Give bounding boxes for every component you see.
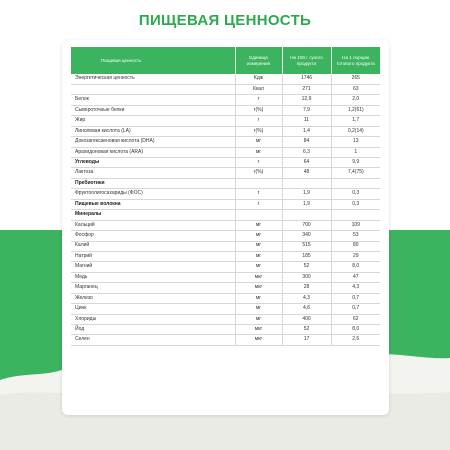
header-unit: Единица измерения <box>235 47 282 74</box>
cell-nutrient: Энергетическая ценность <box>71 74 235 84</box>
cell-per-100g: 52 <box>282 325 331 335</box>
table-row <box>71 231 380 241</box>
cell-per-portion: 0,7 <box>331 304 380 314</box>
cell-unit: г(%) <box>235 168 282 178</box>
table-row <box>71 178 380 188</box>
cell-unit: мкг <box>235 325 282 335</box>
cell-per-portion: 53 <box>331 231 380 241</box>
cell-per-100g: 340 <box>282 231 331 241</box>
cell-nutrient: Углеводы <box>71 158 235 168</box>
nutrition-table <box>71 47 380 346</box>
table-row <box>71 189 380 199</box>
cell-nutrient: Марганец <box>71 283 235 293</box>
table-row <box>71 293 380 303</box>
table-row <box>71 105 380 115</box>
cell-nutrient: Медь <box>71 272 235 282</box>
table-row <box>71 283 380 293</box>
cell-per-100g: 300 <box>282 272 331 282</box>
cell-unit: мкг <box>235 272 282 282</box>
cell-unit: мг <box>235 262 282 272</box>
cell-per-portion: 29 <box>331 251 380 261</box>
cell-per-100g: 84 <box>282 137 331 147</box>
header-per-100g: На 100 г сухого продукта <box>282 47 331 74</box>
table-row <box>71 95 380 105</box>
cell-unit: мг <box>235 137 282 147</box>
header-nutrient: Пищевая ценность <box>71 47 235 74</box>
cell-per-portion: 62 <box>331 314 380 324</box>
cell-per-portion: 8,0 <box>331 262 380 272</box>
cell-per-portion: 13 <box>331 137 380 147</box>
cell-unit <box>235 178 282 188</box>
table-row <box>71 251 380 261</box>
cell-per-100g: 1,9 <box>282 199 331 209</box>
cell-per-100g: 17 <box>282 335 331 345</box>
cell-nutrient: Минералы <box>71 210 235 220</box>
cell-per-portion: 4,3 <box>331 283 380 293</box>
cell-unit <box>235 210 282 220</box>
cell-nutrient: Железо <box>71 293 235 303</box>
cell-unit: мг <box>235 251 282 261</box>
cell-nutrient: Докозагексаеновая кислота (DHA) <box>71 137 235 147</box>
cell-per-portion: 1 <box>331 147 380 157</box>
cell-per-100g: 28 <box>282 283 331 293</box>
cell-nutrient: Пищевые волокна <box>71 199 235 209</box>
cell-nutrient: Арахидоновая кислота (ARA) <box>71 147 235 157</box>
cell-per-100g: 185 <box>282 251 331 261</box>
cell-per-100g: 64 <box>282 158 331 168</box>
cell-per-100g <box>282 210 331 220</box>
cell-unit: мкг <box>235 283 282 293</box>
cell-per-portion: 0,2(14) <box>331 126 380 136</box>
cell-per-100g: 1,9 <box>282 189 331 199</box>
cell-per-100g: 700 <box>282 220 331 230</box>
cell-nutrient: Фруктоолигосахариды (ФОС) <box>71 189 235 199</box>
table-row <box>71 304 380 314</box>
cell-nutrient: Линолевая кислота (LA) <box>71 126 235 136</box>
cell-unit: мг <box>235 220 282 230</box>
table-row <box>71 241 380 251</box>
table-row <box>71 335 380 345</box>
table-row <box>71 126 380 136</box>
cell-per-100g: 1746 <box>282 74 331 84</box>
cell-per-100g: 400 <box>282 314 331 324</box>
cell-unit: г(%) <box>235 126 282 136</box>
cell-per-portion: 265 <box>331 74 380 84</box>
cell-unit: г <box>235 189 282 199</box>
cell-unit: Ккал <box>235 84 282 94</box>
cell-per-portion: 8,0 <box>331 325 380 335</box>
cell-nutrient: Жир <box>71 116 235 126</box>
cell-unit: Кдж <box>235 74 282 84</box>
cell-unit: г <box>235 116 282 126</box>
cell-nutrient: Сывороточные белки <box>71 105 235 115</box>
cell-unit: мкг <box>235 335 282 345</box>
cell-per-portion: 63 <box>331 84 380 94</box>
table-row <box>71 314 380 324</box>
cell-unit: г <box>235 158 282 168</box>
cell-per-100g: 515 <box>282 241 331 251</box>
table-row <box>71 262 380 272</box>
cell-unit: мг <box>235 241 282 251</box>
cell-per-portion: 1,2(61) <box>331 105 380 115</box>
cell-per-100g: 4,6 <box>282 304 331 314</box>
cell-per-portion: 47 <box>331 272 380 282</box>
cell-per-100g: 48 <box>282 168 331 178</box>
cell-per-portion: 0,3 <box>331 199 380 209</box>
table-row <box>71 147 380 157</box>
cell-unit: мг <box>235 314 282 324</box>
table-row <box>71 220 380 230</box>
cell-unit: г <box>235 95 282 105</box>
cell-nutrient: Йод <box>71 325 235 335</box>
cell-unit: мг <box>235 304 282 314</box>
cell-unit: мг <box>235 231 282 241</box>
cell-unit: г <box>235 199 282 209</box>
cell-per-100g: 271 <box>282 84 331 94</box>
cell-per-portion: 80 <box>331 241 380 251</box>
cell-per-100g: 12,9 <box>282 95 331 105</box>
cell-unit: мг <box>235 147 282 157</box>
cell-per-100g: 1,4 <box>282 126 331 136</box>
table-row <box>71 199 380 209</box>
table-row <box>71 116 380 126</box>
cell-nutrient: Хлориды <box>71 314 235 324</box>
cell-per-portion <box>331 210 380 220</box>
cell-per-portion: 0,7 <box>331 293 380 303</box>
table-row <box>71 84 380 94</box>
cell-per-portion: 0,3 <box>331 189 380 199</box>
cell-nutrient: Натрий <box>71 251 235 261</box>
cell-per-100g <box>282 178 331 188</box>
cell-per-100g: 4,3 <box>282 293 331 303</box>
page-title: ПИЩЕВАЯ ЦЕННОСТЬ <box>138 12 312 29</box>
cell-per-100g: 7,9 <box>282 105 331 115</box>
cell-per-portion: 109 <box>331 220 380 230</box>
table-row <box>71 137 380 147</box>
cell-nutrient: Лактоза <box>71 168 235 178</box>
cell-nutrient: Белок <box>71 95 235 105</box>
table-row <box>71 168 380 178</box>
cell-nutrient: Магний <box>71 262 235 272</box>
cell-nutrient <box>71 84 235 94</box>
cell-nutrient: Селен <box>71 335 235 345</box>
cell-per-100g: 11 <box>282 116 331 126</box>
cell-per-100g: 6,3 <box>282 147 331 157</box>
cell-nutrient: Цинк <box>71 304 235 314</box>
cell-per-portion: 2,0 <box>331 95 380 105</box>
table-row <box>71 325 380 335</box>
nutrition-card <box>62 40 389 415</box>
cell-per-portion: 2,6 <box>331 335 380 345</box>
cell-nutrient: Кальций <box>71 220 235 230</box>
cell-unit: г(%) <box>235 105 282 115</box>
table-row <box>71 272 380 282</box>
cell-per-portion: 7,4(75) <box>331 168 380 178</box>
cell-per-portion <box>331 178 380 188</box>
cell-per-portion: 9,9 <box>331 158 380 168</box>
table-row <box>71 158 380 168</box>
cell-nutrient: Пребиотики <box>71 178 235 188</box>
cell-unit: мг <box>235 293 282 303</box>
cell-nutrient: Фосфор <box>71 231 235 241</box>
table-header-row <box>71 47 380 74</box>
cell-nutrient: Калий <box>71 241 235 251</box>
cell-per-portion: 1,7 <box>331 116 380 126</box>
table-row <box>71 74 380 84</box>
table-row <box>71 210 380 220</box>
cell-per-100g: 52 <box>282 262 331 272</box>
header-per-portion: На 1 порцию готового продукта <box>331 47 380 74</box>
